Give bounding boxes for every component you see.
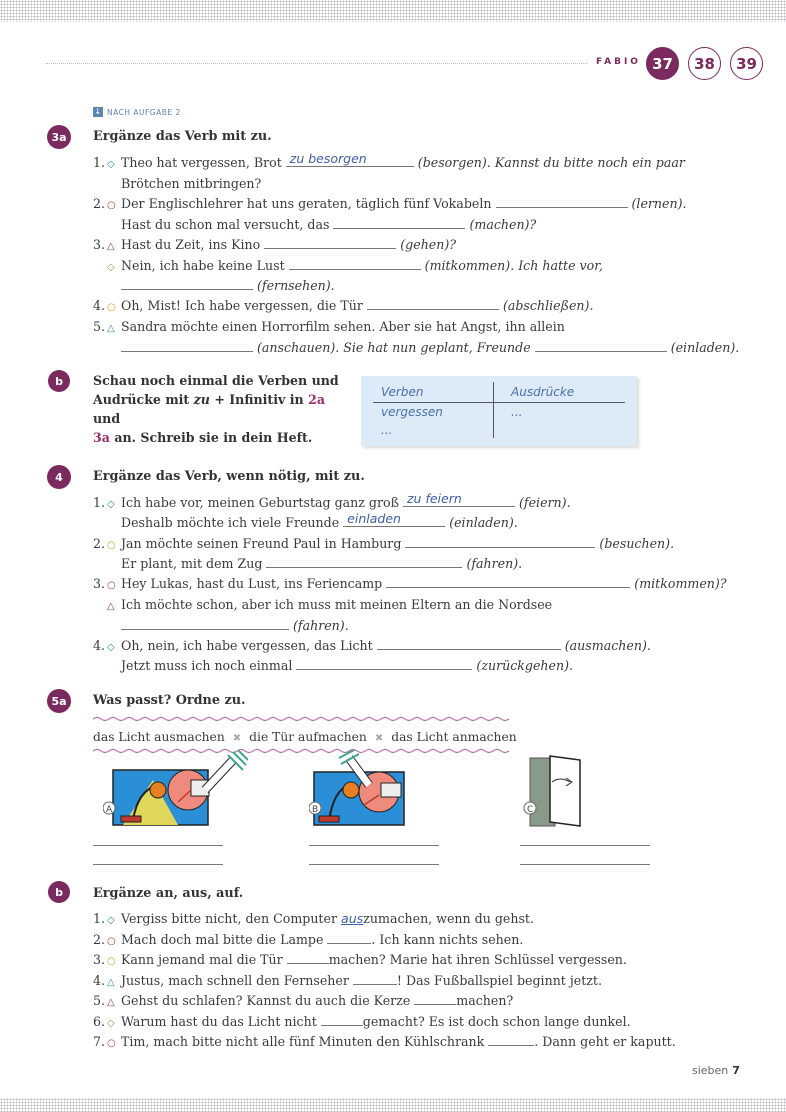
ex5b-item-4: 4. △ Justus, mach schnell den Fernseher ! Das Fußballspiel beginnt jetzt. — [93, 973, 602, 988]
character-label: FABIO — [596, 57, 641, 67]
arrow-down-icon: ↓ — [94, 107, 102, 116]
answer-blank[interactable] — [496, 196, 628, 208]
answer-blank[interactable] — [353, 973, 397, 985]
answer-line-c1[interactable] — [520, 845, 650, 846]
ex5b-item-7: 7. ○ Tim, mach bitte nicht alle fünf Minuten den Kühlschrank . Dann geht er kaputt. — [93, 1034, 676, 1049]
exercise-4-title: Ergänze das Verb, wenn nötig, mit zu. — [93, 469, 365, 484]
phrase-chip: das Licht ausmachen — [93, 730, 225, 744]
phrase-chip: das Licht anmachen — [391, 730, 517, 744]
answer-line-c2[interactable] — [520, 864, 650, 865]
circle-icon: ○ — [107, 540, 116, 551]
answer-blank[interactable] — [287, 952, 329, 964]
ex4-item-4: 4. ◇ Oh, nein, ich habe vergessen, das Licht (ausmachen). — [93, 638, 651, 653]
answer-blank[interactable]: aus — [340, 911, 364, 926]
exercise-5b-title: Ergänze an, aus, auf. — [93, 886, 244, 901]
triangle-icon: △ — [107, 997, 115, 1008]
phrase-chip: die Tür aufmachen — [249, 730, 367, 744]
answer-blank[interactable] — [289, 258, 421, 270]
picture-a-lamp-switch — [103, 750, 248, 830]
answer-blank[interactable] — [327, 932, 371, 944]
diamond-icon: ◇ — [107, 499, 115, 510]
page-footer: sieben 7 — [692, 1064, 740, 1077]
triangle-icon: △ — [107, 977, 115, 988]
answer-blank[interactable] — [535, 340, 667, 352]
bottom-dot-band — [0, 1098, 786, 1112]
triangle-icon: △ — [107, 601, 115, 612]
circle-icon: ○ — [107, 956, 116, 967]
ex4-item-3: 3. ○ Hey Lukas, hast du Lust, ins Feriencamp (mitkommen)? — [93, 576, 727, 591]
circle-icon: ○ — [107, 200, 116, 211]
answer-blank[interactable] — [405, 536, 595, 548]
answer-line-a2[interactable] — [93, 864, 223, 865]
answer-blank[interactable] — [377, 638, 561, 650]
exercise-3a-title: Ergänze das Verb mit zu. — [93, 129, 272, 144]
circle-icon: ○ — [107, 1038, 116, 1049]
triangle-icon: △ — [107, 323, 115, 334]
ex3a-item-4: 4. ○ Oh, Mist! Ich habe vergessen, die Tür (abschließen). — [93, 298, 594, 313]
answer-blank[interactable] — [266, 556, 462, 568]
wavy-divider-top — [93, 716, 510, 722]
answer-line-b2[interactable] — [309, 864, 439, 865]
ex3a-item-1: 1. ◇ Theo hat vergessen, Brot zu besorgen (besorgen). Kannst du bitte noch ein paar — [93, 151, 685, 170]
svg-text:A: A — [106, 805, 113, 815]
answer-blank[interactable] — [386, 576, 630, 588]
answer-blank[interactable] — [121, 618, 289, 630]
exercise-badge-5a: 5a — [47, 689, 71, 713]
answer-blank[interactable] — [296, 658, 472, 670]
ex3a-item-3: 3. △ Hast du Zeit, ins Kino (gehen)? — [93, 237, 457, 252]
circle-icon: ○ — [107, 302, 116, 313]
answer-blank[interactable]: zu feiern — [403, 495, 515, 507]
diamond-icon: ◇ — [107, 159, 115, 170]
exercise-5a-title: Was passt? Ordne zu. — [93, 693, 246, 708]
circle-icon: ○ — [107, 936, 116, 947]
answer-blank[interactable] — [367, 298, 499, 310]
svg-text:C: C — [527, 805, 534, 815]
top-dot-band — [0, 0, 786, 22]
answer-blank[interactable] — [414, 993, 456, 1005]
answer-blank[interactable] — [333, 217, 465, 229]
exercise-badge-3a: 3a — [47, 125, 71, 149]
answer-line-b1[interactable] — [309, 845, 439, 846]
ex5b-item-3: 3. ○ Kann jemand mal die Tür machen? Marie hat ihren Schlüssel vergessen. — [93, 952, 627, 967]
ex5b-item-5: 5. △ Gehst du schlafen? Kannst du auch die Kerze machen? — [93, 993, 514, 1008]
answer-blank[interactable]: einladen — [343, 515, 445, 527]
ex4-item-2: 2. ○ Jan möchte seinen Freund Paul in Hamburg (besuchen). — [93, 536, 675, 551]
diamond-icon: ◇ — [107, 642, 115, 653]
page-number-39: 39 — [730, 47, 763, 80]
answer-line-a1[interactable] — [93, 845, 223, 846]
cross-icon: ✖ — [374, 733, 384, 744]
circle-icon: ○ — [107, 580, 116, 591]
answer-blank[interactable]: zu besorgen — [286, 155, 414, 167]
picture-c-door — [520, 750, 590, 830]
exercise-3b-instruction: Schau noch einmal die Verben und Audrücke mit zu + Infinitiv in 2a und 3a an. Schreib sie in dein Heft. — [93, 373, 339, 445]
ex5b-item-6: 6. ◇ Warum hast du das Licht nicht gemacht? Es ist doch schon lange dunkel. — [93, 1014, 631, 1029]
answer-blank[interactable] — [121, 340, 253, 352]
ex3a-item-5: 5. △ Sandra möchte einen Horrorfilm sehen. Aber sie hat Angst, ihn allein — [93, 319, 565, 334]
diamond-icon: ◇ — [107, 1018, 115, 1029]
answer-blank[interactable] — [321, 1014, 363, 1026]
ex5b-item-1: 1. ◇ Vergiss bitte nicht, den Computer auszumachen, wenn du gehst. — [93, 911, 534, 926]
answer-blank[interactable] — [488, 1034, 534, 1046]
exercise-badge-3b: b — [48, 370, 70, 392]
svg-text:B: B — [312, 805, 319, 815]
answer-blank[interactable] — [121, 278, 253, 290]
notebook-table: Verben Ausdrücke vergessen ... ... — [361, 376, 637, 446]
triangle-icon: △ — [107, 241, 115, 252]
exercise-badge-4: 4 — [47, 465, 71, 489]
phrase-box — [93, 730, 517, 744]
picture-b-lamp-switch — [309, 750, 419, 830]
diamond-icon: ◇ — [107, 915, 115, 926]
ex5b-item-2: 2. ○ Mach doch mal bitte die Lampe . Ich kann nichts sehen. — [93, 932, 524, 947]
nach-aufgabe-tag: ↓ NACH AUFGABE 2 — [94, 107, 181, 117]
diamond-icon: ◇ — [107, 262, 115, 273]
ex3a-item-2: 2. ○ Der Englischlehrer hat uns geraten, täglich fünf Vokabeln (lernen). — [93, 196, 687, 211]
ex4-item-1: 1. ◇ Ich habe vor, meinen Geburtstag ganz groß zu feiern (feiern). — [93, 491, 571, 510]
cross-icon: ✖ — [232, 733, 242, 744]
answer-blank[interactable] — [264, 237, 396, 249]
page-number-37: 37 — [646, 47, 679, 80]
exercise-badge-5b: b — [48, 881, 70, 903]
page-number-38: 38 — [688, 47, 721, 80]
header-divider — [46, 63, 588, 64]
